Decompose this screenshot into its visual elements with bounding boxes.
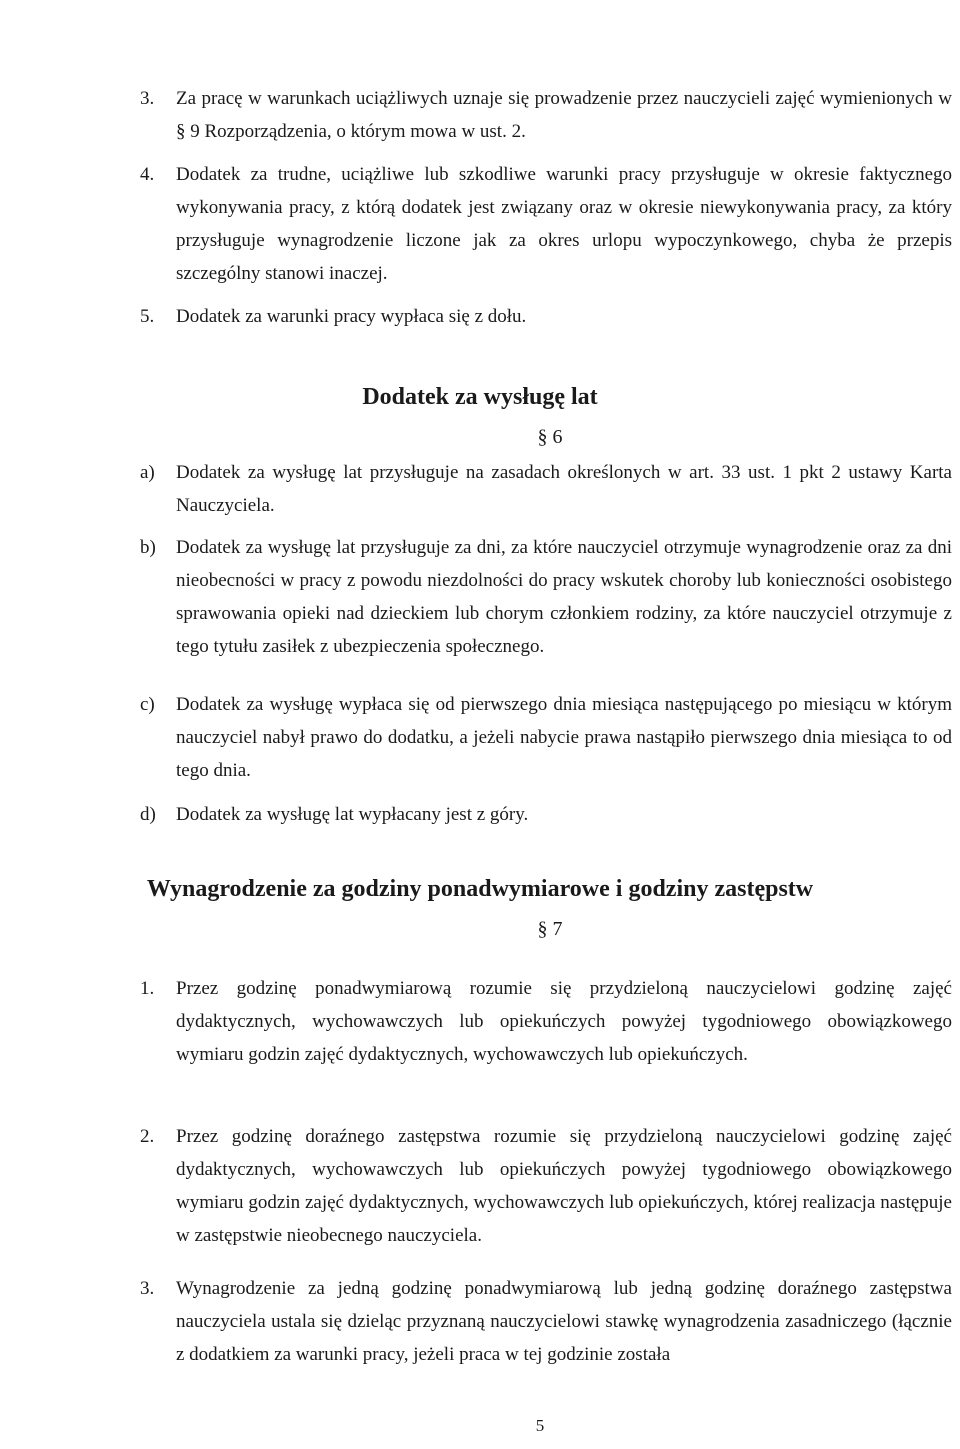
list-text: Dodatek za wysługę lat przysługuje na zasadach określonych w art. 33 ust. 1 pkt 2 ustawy Karta Nauczyciela. (176, 462, 952, 516)
list-text: Przez godzinę doraźnego zastępstwa rozumie się przydzieloną nauczycielowi godzinę zajęć dydaktycznych, wychowawczych lub opiekuńczych powyżej tygodniowego obowiązkowego wymiaru godzin zajęć dydaktycznych, wychowawczych lub opiekuńczych, której realizacja następuje w zastępstwie nieobecnego nauczyciela. (176, 1126, 952, 1246)
paragraph-symbol-6: § 6 (537, 426, 563, 448)
list-text: Za pracę w warunkach uciążliwych uznaje się prowadzenie przez nauczycieli zajęć wymienionych w § 9 Rozporządzenia, o którym mowa w ust. 2. (176, 88, 952, 142)
list-text: Dodatek za trudne, uciążliwe lub szkodliwe warunki pracy przysługuje w okresie faktycznego wykonywania pracy, z którą dodatek jest związany oraz w okresie niewykonywania pracy, za który przysługuje wynagrodzenie liczone jak za okres urlopu wypoczynkowego, chyba że przepis szczególny stanowi inaczej. (176, 164, 952, 284)
list-letter: b) (140, 537, 156, 558)
list-number: 2. (140, 1126, 155, 1147)
list-number: 3. (140, 1278, 155, 1299)
list-text: Dodatek za wysługę lat wypłacany jest z góry. (176, 804, 529, 825)
list-letter: c) (140, 694, 155, 715)
list-number: 3. (140, 88, 155, 109)
section-heading-seniority: Dodatek za wysługę lat (362, 384, 598, 410)
list-text: Dodatek za wysługę wypłaca się od pierwszego dnia miesiąca następującego po miesiącu w którym nauczyciel nabył prawo do dodatku, a jeżeli nabycie prawa nastąpiło pierwszego dnia miesiąca to od tego dnia. (176, 694, 952, 781)
list-letter: d) (140, 804, 156, 825)
paragraph-symbol-7: § 7 (537, 918, 563, 940)
list-text: Dodatek za wysługę lat przysługuje za dni, za które nauczyciel otrzymuje wynagrodzenie oraz za dni nieobecności w pracy z powodu niezdolności do pracy wskutek choroby lub konieczności osobistego sprawowania opieki nad dzieckiem lub chorym członkiem rodziny, za które nauczyciel otrzymuje z tego tytułu zasiłek z ubezpieczenia społecznego. (176, 537, 952, 657)
page-number: 5 (535, 1416, 545, 1435)
list-number: 1. (140, 978, 155, 999)
section-heading-overtime: Wynagrodzenie za godziny ponadwymiarowe i godziny zastępstw (146, 876, 814, 902)
list-text: Dodatek za warunki pracy wypłaca się z dołu. (176, 306, 527, 327)
list-text: Przez godzinę ponadwymiarową rozumie się przydzieloną nauczycielowi godzinę zajęć dydaktycznych, wychowawczych lub opiekuńczych powyżej tygodniowego obowiązkowego wymiaru godzin zajęć dydaktycznych, wychowawczych lub opiekuńczych. (176, 978, 952, 1065)
list-number: 5. (140, 306, 155, 327)
list-number: 4. (140, 164, 155, 185)
list-letter: a) (140, 462, 155, 483)
list-text: Wynagrodzenie za jedną godzinę ponadwymiarową lub jedną godzinę doraźnego zastępstwa nauczyciela ustala się dzieląc przyznaną nauczycielowi stawkę wynagrodzenia zasadniczego (łącznie z dodatkiem za warunki pracy, jeżeli praca w tej godzinie została (176, 1278, 952, 1365)
